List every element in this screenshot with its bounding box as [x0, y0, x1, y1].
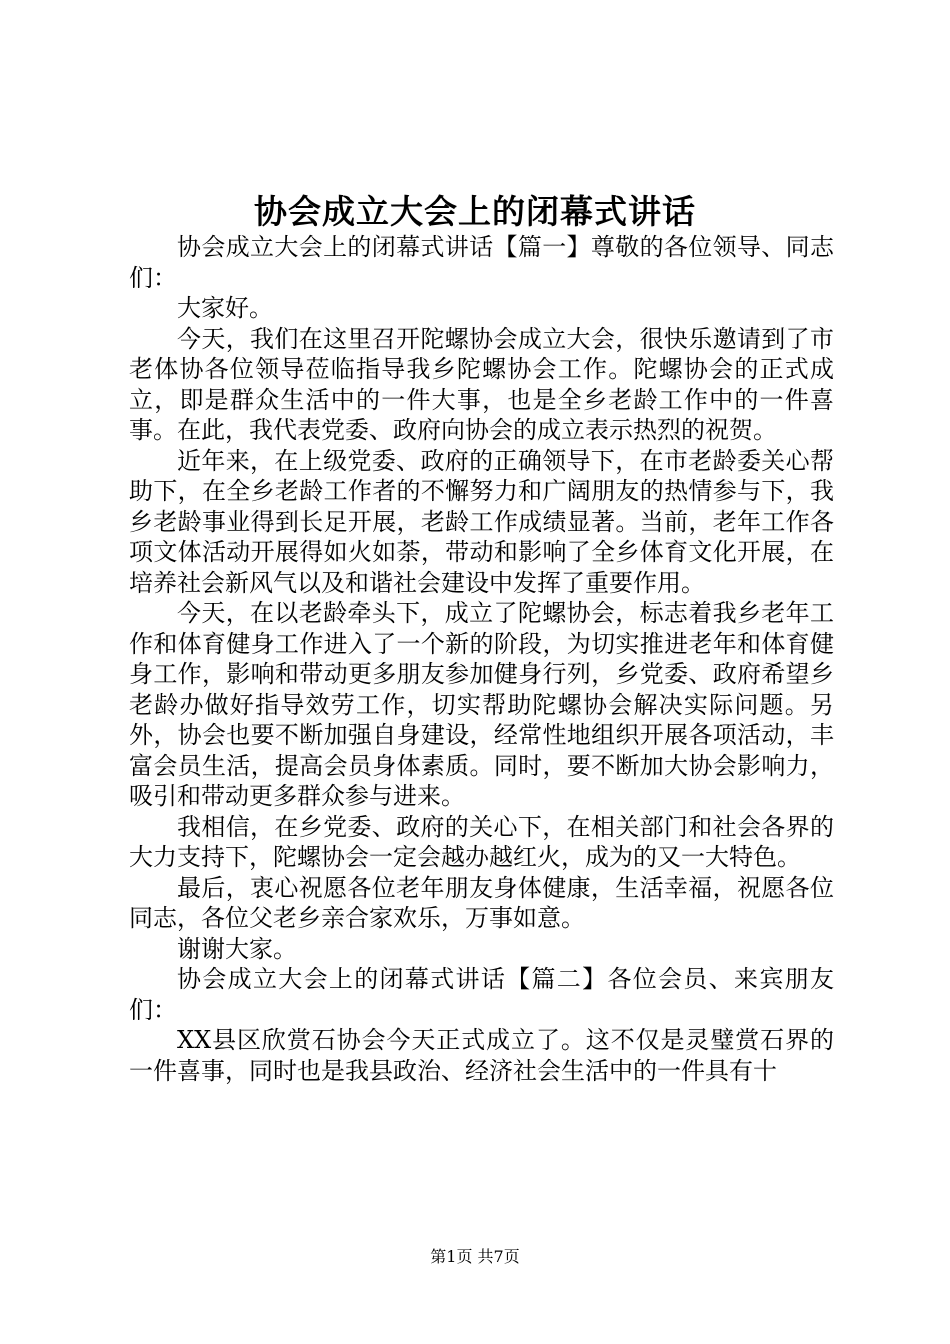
- paragraph: 今天，在以老龄牵头下，成立了陀螺协会，标志着我乡老年工作和体育健身工作进入了一个新的阶段，为切实推进老年和体育健身工作，影响和带动更多朋友参加健身行列，乡党委、政府希望乡老龄办做好指导效劳工作，切实帮助陀螺协会解决实际问题。另外，协会也要不断加强自身建设，经常性地组织开展各项活动，丰富会员生活，提高会员身体素质。同时，要不断加大协会影响力，吸引和带动更多群众参与进来。: [129, 599, 834, 810]
- paragraph: 我相信，在乡党委、政府的关心下，在相关部门和社会各界的大力支持下，陀螺协会一定会越办越红火，成为的又一大特色。: [129, 812, 834, 871]
- paragraph: 最后，衷心祝愿各位老年朋友身体健康，生活幸福，祝愿各位同志，各位父老乡亲合家欢乐，万事如意。: [129, 873, 834, 932]
- paragraph: 大家好。: [177, 294, 273, 322]
- paragraph: 协会成立大会上的闭幕式讲话【篇一】尊敬的各位领导、同志们：: [129, 233, 834, 292]
- paragraph: 近年来，在上级党委、政府的正确领导下，在市老龄委关心帮助下，在全乡老龄工作者的不懈努力和广阔朋友的热情参与下，我乡老龄事业得到长足开展，老龄工作成绩显著。当前，老年工作各项文体活动开展得如火如荼，带动和影响了全乡体育文化开展，在培养社会新风气以及和谐社会建设中发挥了重要作用。: [129, 446, 834, 597]
- page-footer: 第1页 共7页: [430, 1247, 520, 1266]
- page-title: 协会成立大会上的闭幕式讲话: [254, 192, 696, 231]
- paragraph: 协会成立大会上的闭幕式讲话【篇二】各位会员、来宾朋友们：: [129, 965, 834, 1024]
- document-body: [129, 232, 834, 1086]
- paragraph: 谢谢大家。: [177, 934, 297, 963]
- paragraph: XX县区欣赏石协会今天正式成立了。这不仅是灵璧赏石界的一件喜事，同时也是我县政治、经济社会生活中的一件具有十: [129, 1026, 834, 1085]
- paragraph: 今天，我们在这里召开陀螺协会成立大会，很快乐邀请到了市老体协各位领导莅临指导我乡陀螺协会工作。陀螺协会的正式成立，即是群众生活中的一件大事，也是全乡老龄工作中的一件喜事。在此，我代表党委、政府向协会的成立表示热烈的祝贺。: [129, 324, 834, 444]
